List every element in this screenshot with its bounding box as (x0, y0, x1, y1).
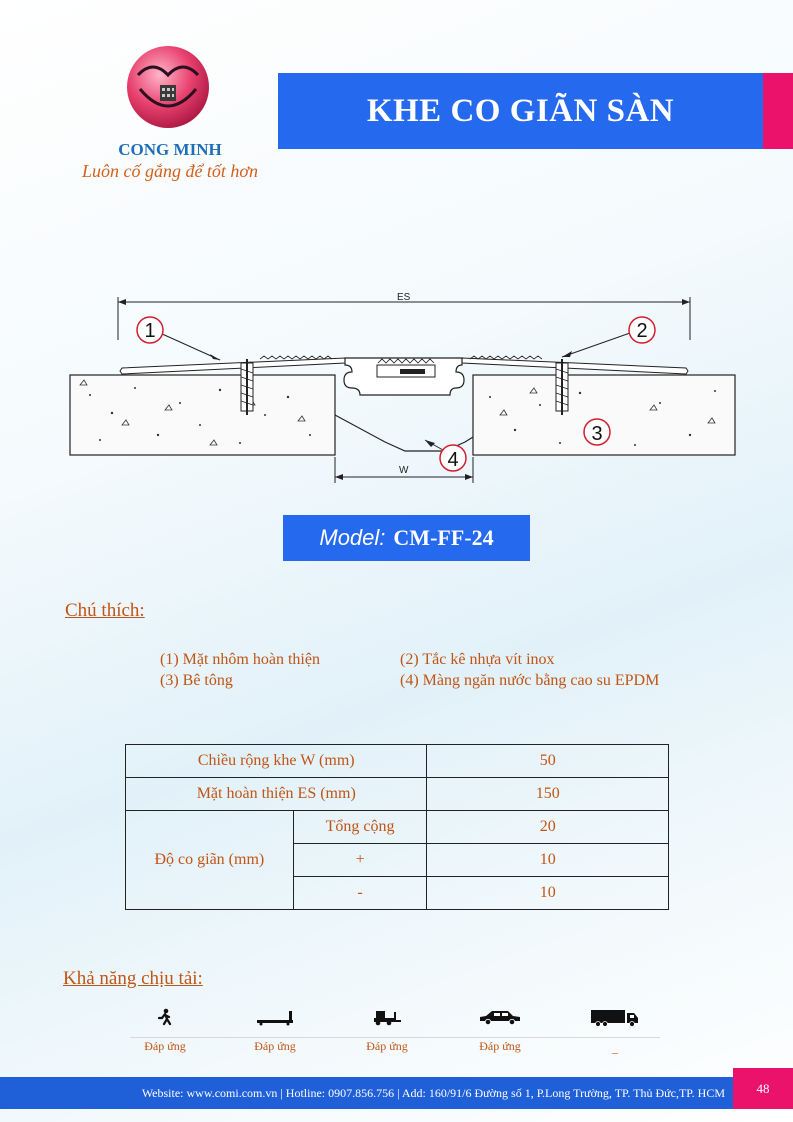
w-label: W (399, 465, 409, 476)
callout-4: 4 (447, 449, 459, 471)
load-label: Đáp ứng (366, 1039, 408, 1053)
load-item (125, 1008, 205, 1054)
load-label: _ (612, 1041, 618, 1055)
table-cell: 10 (427, 844, 669, 877)
page-number: 48 (733, 1068, 793, 1109)
table-cell: + (293, 844, 427, 877)
company-logo (126, 45, 210, 129)
brand-slogan: Luôn cố gắng để tốt hơn (81, 161, 259, 181)
table-cell: Mặt hoàn thiện ES (mm) (126, 778, 427, 811)
model-label: Model: (319, 525, 386, 550)
es-label: ES (397, 292, 411, 303)
table-cell: 150 (427, 778, 669, 811)
footer-contact: Website: www.comi.com.vn | Hotline: 0907.856.756 | Add: 160/91/6 Đường số 1, P.Long Trường, TP. Thủ Đức,TP. HCM (141, 1086, 725, 1100)
table-cell: Chiều rộng khe W (mm) (126, 745, 427, 778)
table-row (126, 778, 669, 811)
table-cell: Độ co giãn (mm) (126, 811, 294, 910)
callout-3: 3 (591, 423, 603, 445)
legend-item-3: (3) Bê tông (160, 672, 233, 689)
model-box (283, 515, 530, 561)
load-heading: Khả năng chịu tải: (63, 968, 203, 989)
table-cell: 20 (427, 811, 669, 844)
table-cell: 10 (427, 877, 669, 910)
table-cell: - (293, 877, 427, 910)
brand-name: CONG MINH (118, 140, 222, 159)
table-cell: Tổng cộng (293, 811, 427, 844)
car-icon (478, 1008, 522, 1026)
legend-item-2: (2) Tắc kê nhựa vít inox (400, 651, 555, 668)
model-value: CM-FF-24 (393, 525, 494, 550)
table-row (126, 745, 669, 778)
load-icons (110, 1008, 670, 1058)
load-item (575, 1008, 655, 1056)
load-item (235, 1008, 315, 1054)
table-cell: 50 (427, 745, 669, 778)
callout-2: 2 (636, 320, 648, 342)
trolley-icon (255, 1008, 295, 1026)
footer-bar (0, 1077, 733, 1109)
page-title: KHE CO GIÃN SÀN (366, 93, 675, 129)
forklift-icon (372, 1008, 402, 1026)
legend-heading: Chú thích: (65, 600, 145, 621)
spec-table (125, 744, 669, 910)
load-label: Đáp ứng (144, 1039, 186, 1053)
truck-icon (590, 1008, 640, 1028)
load-label: Đáp ứng (479, 1039, 521, 1053)
callout-1: 1 (144, 320, 156, 342)
load-item (347, 1008, 427, 1054)
table-row (126, 811, 669, 844)
expansion-joint-drawing (60, 285, 750, 485)
load-label: Đáp ứng (254, 1039, 296, 1053)
load-item (460, 1008, 540, 1054)
legend-item-1: (1) Mặt nhôm hoàn thiện (160, 651, 320, 668)
pedestrian-icon (156, 1008, 174, 1026)
legend-item-4: (4) Màng ngăn nước bằng cao su EPDM (400, 672, 660, 689)
title-accent (763, 73, 793, 149)
